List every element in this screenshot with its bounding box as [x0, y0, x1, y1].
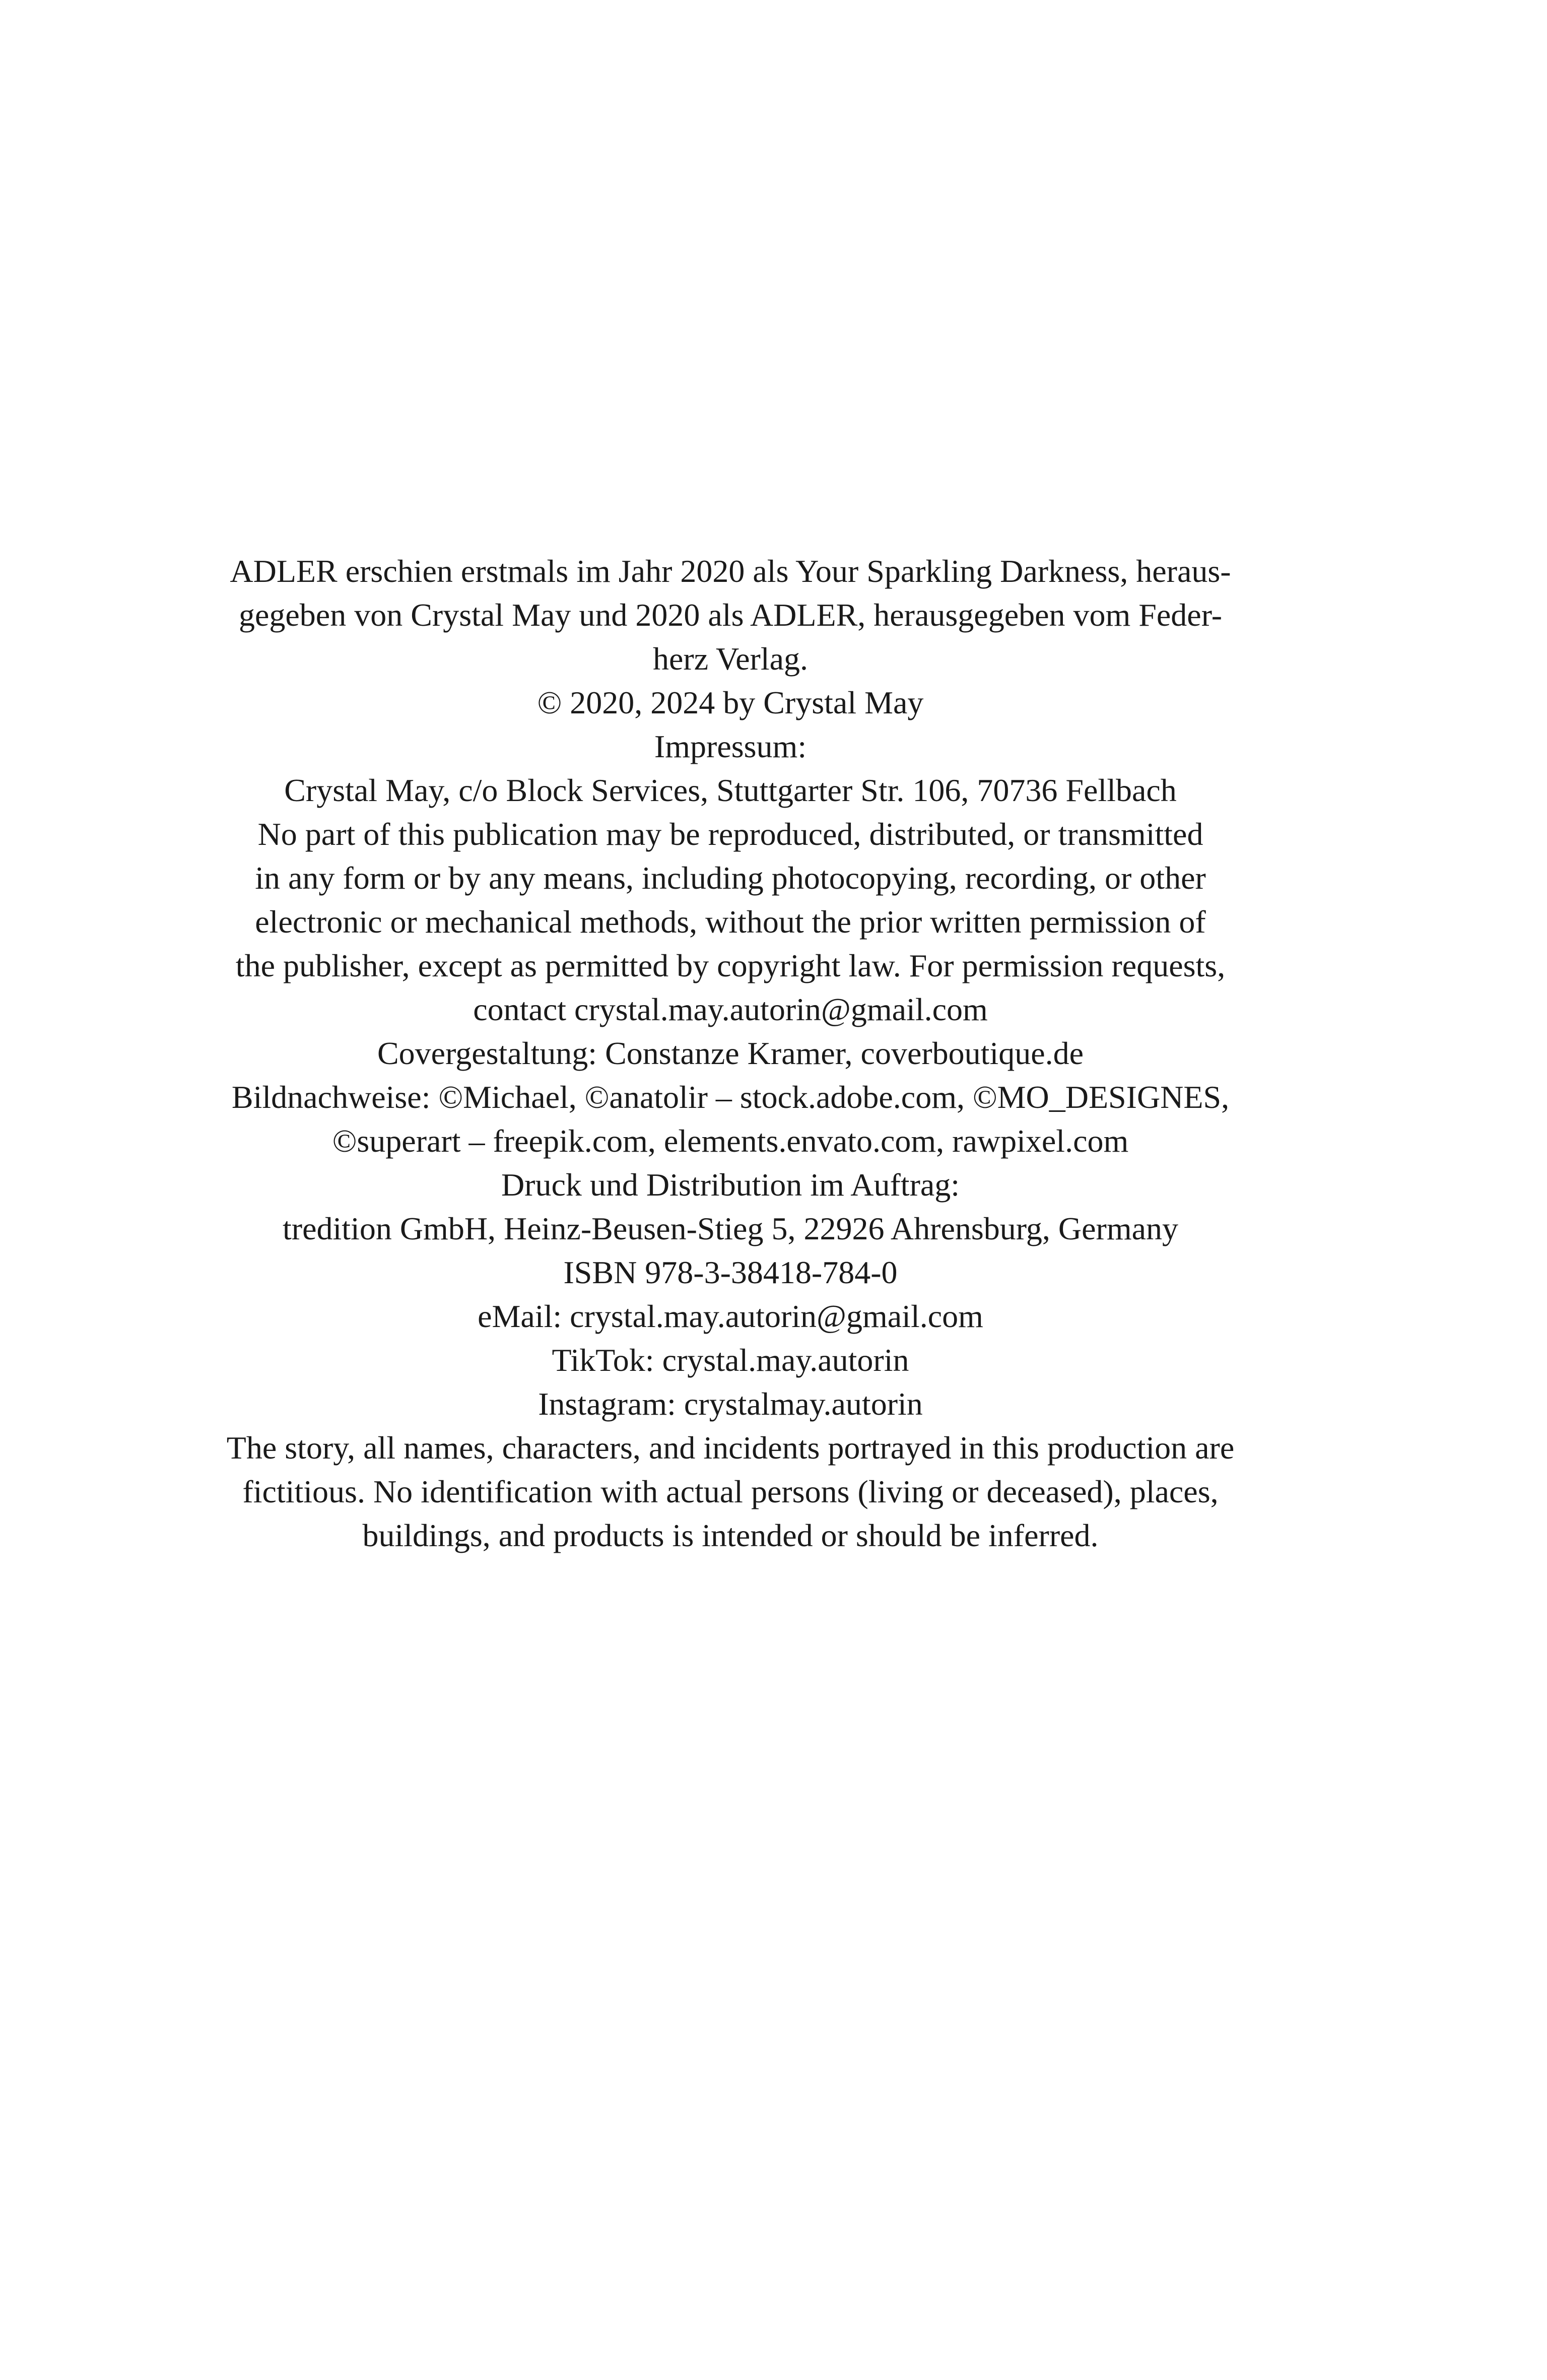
email-contact: eMail: crystal.may.autorin@gmail.com	[478, 1298, 983, 1334]
copyright-line: © 2020, 2024 by Crystal May	[537, 685, 924, 720]
tiktok-handle: TikTok: crystal.may.autorin	[552, 1342, 909, 1378]
image-credits	[217, 1075, 1244, 1163]
disclaimer-line: buildings, and products is intended or should be inferred.	[362, 1517, 1099, 1553]
disclaimer-line: The story, all names, characters, and incidents portrayed in this production are	[226, 1430, 1235, 1466]
image-credits-line: ©superart – freepik.com, elements.envato.com, rawpixel.com	[332, 1123, 1129, 1159]
rights-notice-line: No part of this publication may be reproduced, distributed, or transmitted	[257, 816, 1203, 852]
imprint-content	[217, 549, 1244, 1557]
rights-notice-line: in any form or by any means, including photocopying, recording, or other	[255, 860, 1206, 896]
isbn: ISBN 978-3-38418-784-0	[563, 1254, 898, 1290]
rights-notice	[217, 812, 1244, 1031]
rights-notice-line: the publisher, except as permitted by copyright law. For permission requests,	[235, 948, 1226, 983]
first-edition-note	[217, 549, 1244, 681]
instagram-handle: Instagram: crystalmay.autorin	[538, 1386, 923, 1422]
rights-notice-line: contact crystal.may.autorin@gmail.com	[473, 991, 988, 1027]
image-credits-line: Bildnachweise: ©Michael, ©anatolir – stock.adobe.com, ©MO_DESIGNES,	[231, 1079, 1230, 1115]
first-edition-line: ADLER erschien erstmals im Jahr 2020 als Your Sparkling Darkness, heraus-	[230, 553, 1231, 589]
first-edition-line: gegeben von Crystal May und 2020 als ADLER, herausgegeben vom Feder-	[238, 597, 1223, 633]
rights-notice-line: electronic or mechanical methods, without the prior written permission of	[255, 904, 1206, 940]
fiction-disclaimer	[217, 1426, 1244, 1557]
distribution-heading: Druck und Distribution im Auftrag:	[501, 1167, 960, 1203]
disclaimer-line: fictitious. No identification with actual persons (living or deceased), places,	[242, 1474, 1219, 1509]
cover-design-credit: Covergestaltung: Constanze Kramer, coverboutique.de	[377, 1035, 1084, 1071]
impressum-heading: Impressum:	[654, 729, 807, 764]
distribution-address: tredition GmbH, Heinz-Beusen-Stieg 5, 22926 Ahrensburg, Germany	[282, 1211, 1179, 1246]
first-edition-line: herz Verlag.	[653, 641, 808, 677]
impressum-address: Crystal May, c/o Block Services, Stuttgarter Str. 106, 70736 Fellbach	[284, 772, 1177, 808]
